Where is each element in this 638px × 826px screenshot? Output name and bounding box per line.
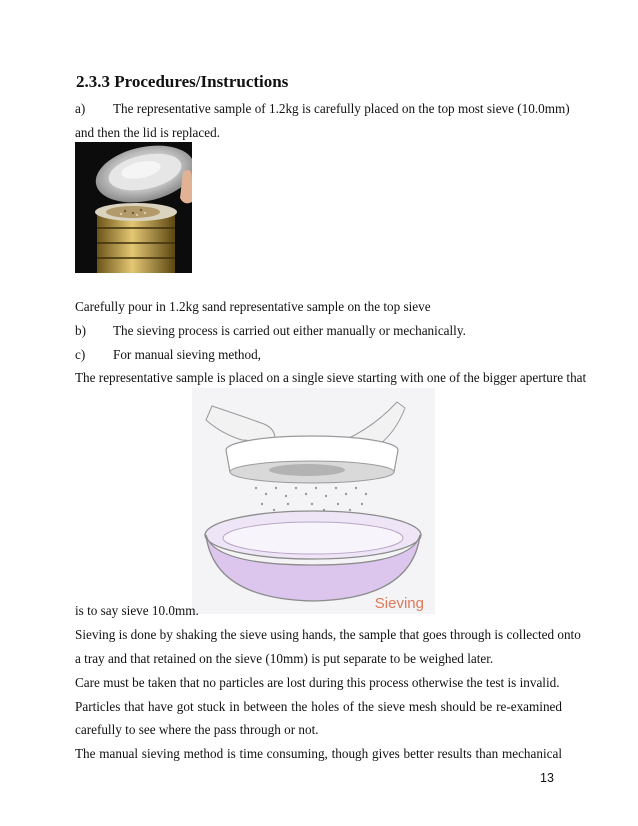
item-a-text-continued: and then the lid is replaced.	[75, 125, 221, 140]
paragraph-line: The representative sample is placed on a single sieve starting with one of the bigger aperture that	[75, 370, 587, 385]
paragraph-line: Sieving is done by shaking the sieve using hands, the sample that goes through is collected onto	[75, 627, 581, 642]
manual-sieving-illustration	[192, 388, 435, 614]
photo-caption: Carefully pour in 1.2kg sand representative sample on the top sieve	[75, 299, 431, 314]
item-c-text: For manual sieving method,	[113, 347, 261, 362]
item-a-label: a)	[75, 101, 86, 116]
item-b-text: The sieving process is carried out either manually or mechanically.	[113, 323, 466, 338]
item-c-label: c)	[75, 347, 86, 362]
paragraph-line: Care must be taken that no particles are lost during this process otherwise the test is invalid.	[75, 675, 560, 690]
paragraph-line: Particles that have got stuck in between the holes of the sieve mesh should be re-examined	[75, 699, 562, 714]
item-a-text: The representative sample of 1.2kg is carefully placed on the top most sieve (10.0mm)	[113, 101, 570, 116]
paragraph-line: The manual sieving method is time consuming, though gives better results than mechanical	[75, 746, 562, 761]
paragraph-line: a tray and that retained on the sieve (10mm) is put separate to be weighed later.	[75, 651, 494, 666]
page-number: 13	[540, 771, 554, 785]
sieve-stack-photo	[75, 142, 192, 273]
paragraph-line: is to say sieve 10.0mm.	[75, 603, 199, 618]
paragraph-line: carefully to see where the pass through or not.	[75, 722, 319, 737]
section-heading: 2.3.3 Procedures/Instructions	[76, 72, 289, 91]
sieving-label: Sieving	[374, 595, 424, 612]
item-b-label: b)	[75, 323, 86, 338]
